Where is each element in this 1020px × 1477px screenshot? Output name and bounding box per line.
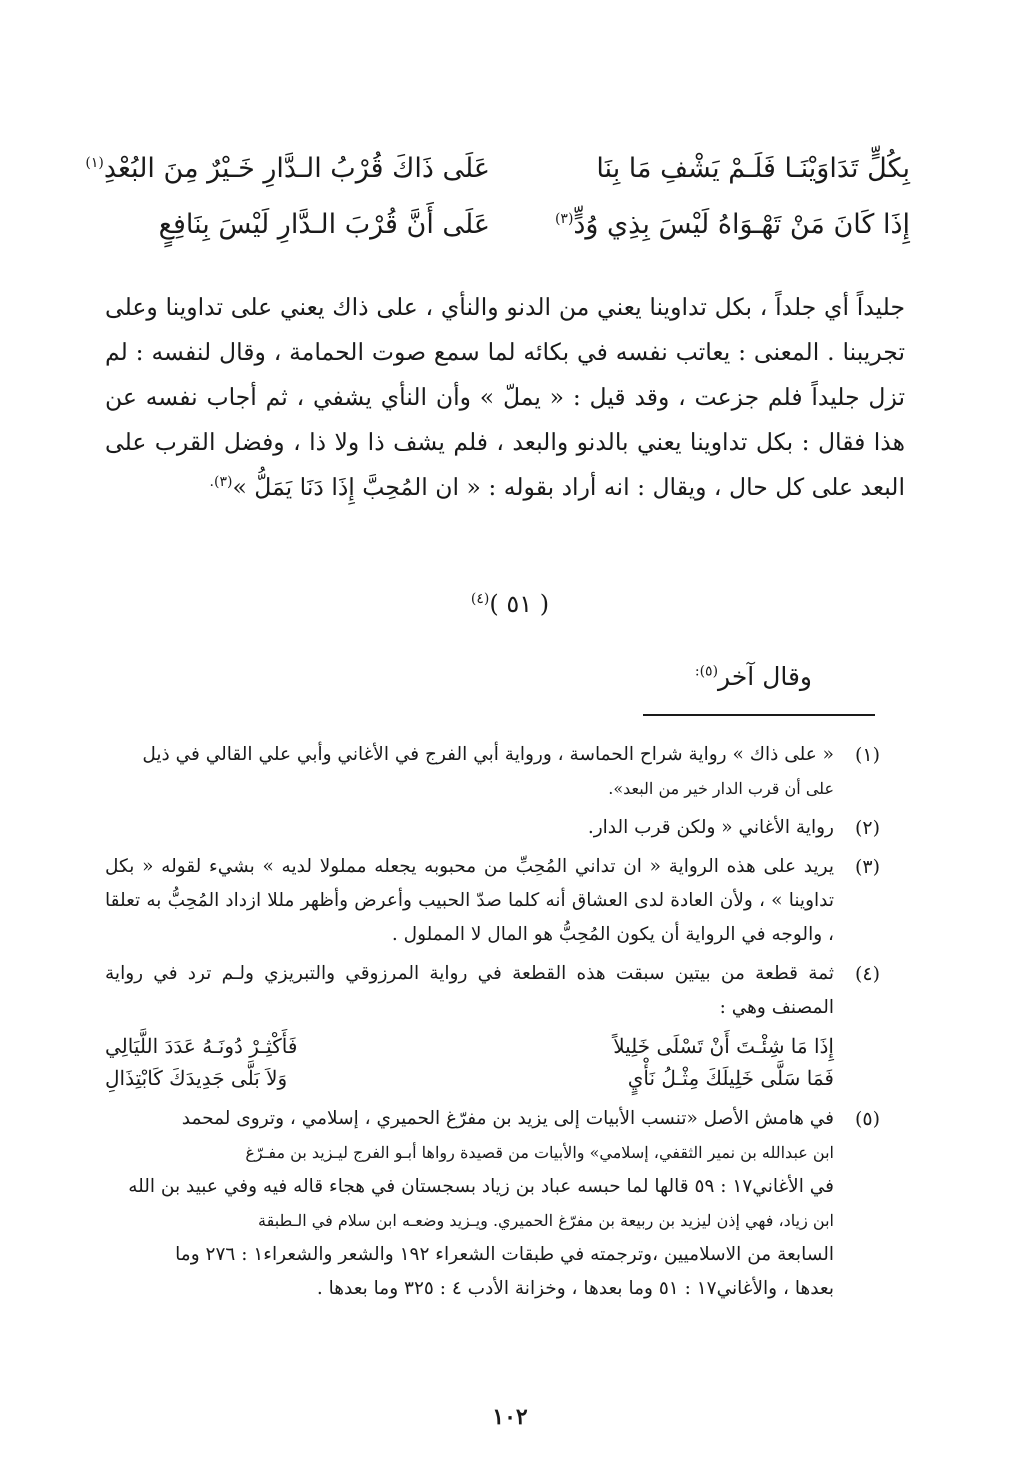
footnote-4-verse-2 bbox=[105, 1062, 880, 1094]
section-number-text: ( ٥١ ) bbox=[489, 590, 550, 618]
verse-2 bbox=[110, 196, 910, 252]
commentary-paragraph bbox=[105, 285, 905, 510]
footnote-4-verse-1-second: فَأَكْثِـرْ دُونَـهُ عَدَدَ اللَّيَالِي bbox=[105, 1034, 298, 1058]
footnote-number: (٤) bbox=[854, 963, 880, 985]
section-number bbox=[0, 590, 1020, 618]
page-number: ١٠٢ bbox=[492, 1404, 528, 1430]
footnote-ref-1: (١) bbox=[85, 154, 104, 171]
speaker-text: وقال آخر bbox=[718, 662, 812, 691]
footnote-4-verse-2-first: فَمَا سَلَّى خَلِيلَكَ مِثْـلُ نَأْيٍ bbox=[627, 1066, 834, 1090]
footnote-5-line-4: ابن زياد، فهي إذن ليزيد بن ربيعة بن مفرّغ الحميري. ويـزيد وضعـه ابن سلام في الـطبقة bbox=[258, 1211, 834, 1230]
footnote-body: ثمة قطعة من بيتين سبقت هذه القطعة في رواية المرزوقي والتبريزي ولـم ترد في رواية المصنف وهي : bbox=[105, 963, 834, 1018]
footnote-number: (٢) bbox=[854, 817, 880, 839]
footnote-5 bbox=[105, 1102, 880, 1306]
footnote-4 bbox=[105, 957, 880, 1025]
speaker-line bbox=[695, 662, 812, 691]
verse-2-second-text: عَلَى أَنَّ قُرْبَ الـدَّارِ لَيْسَ بِنَافِعٍ bbox=[158, 208, 490, 240]
footnote-body: رواية الأغاني « ولكن قرب الدار. bbox=[587, 817, 834, 838]
verse-2-first-hemistich bbox=[530, 209, 910, 240]
footnote-divider bbox=[643, 714, 875, 716]
verse-1-second-text: عَلَى ذَاكَ قُرْبُ الـدَّارِ خَـيْرٌ مِنَ البُعْدِ bbox=[103, 152, 490, 184]
speaker-footnote-ref: (٥): bbox=[694, 663, 719, 680]
verse-1-first-hemistich bbox=[530, 153, 910, 184]
footnote-number: (١) bbox=[854, 744, 880, 766]
footnote-5-line-1: في هامش الأصل «تنسب الأبيات إلى يزيد بن مفرّغ الحميري ، إسلامي ، وتروى لمحمد bbox=[181, 1108, 834, 1129]
section-footnote-ref: (٤) bbox=[470, 591, 490, 607]
footnote-4-verse-1-first: إِذَا مَا شِئْـتَ أَنْ تَسْلَى خَلِيلاً bbox=[613, 1034, 834, 1058]
verse-1-second-hemistich bbox=[85, 152, 490, 184]
footnote-ref-3: (٣) bbox=[554, 210, 574, 227]
footnote-1-line-2: على أن قرب الدار خير من البعد». bbox=[608, 779, 834, 798]
footnote-5-line-3: في الأغاني١٧ : ٥٩ قالها لما حبسه عباد بن زياد بسجستان في هجاء قاله فيه وفي عبيد بن الله bbox=[128, 1176, 834, 1197]
verse-2-first-text: إِذَا كَانَ مَنْ تَهْـوَاهُ لَيْسَ بِذِي وُدٍّ bbox=[573, 208, 910, 240]
verse-1-first-text: بِكُلٍّ تَدَاوَيْنَـا فَلَـمْ يَشْفِ مَا بِنَا bbox=[596, 152, 910, 184]
commentary-footnote-ref: (٣). bbox=[209, 474, 233, 491]
footnote-3 bbox=[105, 850, 880, 952]
footnote-4-verse-1 bbox=[105, 1030, 880, 1062]
footnote-5-line-6: بعدها ، والأغاني١٧ : ٥١ وما بعدها ، وخزانة الأدب ٤ : ٣٢٥ وما بعدها . bbox=[316, 1278, 834, 1299]
footnote-4-verse-2-second: وَلاَ بَلَّى جَدِيدَكَ كَابْتِذَالِ bbox=[105, 1066, 288, 1090]
verse-2-second-hemistich bbox=[110, 209, 490, 240]
footnote-number: (٥) bbox=[854, 1108, 880, 1130]
commentary bbox=[105, 285, 905, 510]
footnote-1-line-1: « على ذاك » رواية شراح الحماسة ، ورواية أبي الفرج في الأغاني وأبي علي القالي في ذيل bbox=[142, 744, 834, 765]
commentary-text: جليداً أي جلداً ، بكل تداوينا يعني من الدنو والنأي ، على ذاك يعني على تداوينا وعلى تجريبنا . المعنى : يعاتب نفسه في بكائه لما سمع صوت الحمامة ، وقال لنفسه : لم تزل جليداً فلم جزعت ، وقد قيل : « يملّ » وأن النأي يشفي ، ثم أجاب نفسه عن هذا فقال : بكل تداوينا يعني بالدنو والبعد ، فلم يشف ذا ولا ذا ، وفضل القرب على البعد على كل حال ، ويقال : انه أراد بقوله : « ان المُحِبَّ إِذَا دَنَا يَمَلُّ » bbox=[105, 293, 905, 501]
verse-1 bbox=[85, 140, 910, 196]
poem-block bbox=[85, 140, 910, 252]
footnote-body bbox=[105, 1102, 834, 1306]
footnote-body bbox=[105, 738, 834, 806]
footnote-2 bbox=[105, 811, 880, 845]
footnotes bbox=[105, 738, 880, 1311]
footnote-5-line-2: ابن عبدالله بن نمير الثقفي، إسلامي» والأبيات من قصيدة رواها أبـو الفرج ليـزيد بن مفـرّغ bbox=[245, 1143, 834, 1162]
footnote-body: يريد على هذه الرواية « ان تداني المُحِبِّ من محبوبه يجعله مملولا لديه » بشيء لقوله « بكل تداوينا » ، ولأن العادة لدى العشاق أنه كلما صدّ الحبيب وأعرض وأظهر مللا ازداد المُحِبُّ به تعلقا ، والوجه في الرواية أن يكون المُحِبُّ هو المال لا المملول . bbox=[105, 856, 834, 945]
footnote-1 bbox=[105, 738, 880, 806]
footnote-5-line-5: السابعة من الاسلاميين ،وترجمته في طبقات الشعراء ١٩٢ والشعر والشعراء١ : ٢٧٦ وما bbox=[175, 1244, 834, 1265]
footnote-number: (٣) bbox=[854, 856, 880, 878]
